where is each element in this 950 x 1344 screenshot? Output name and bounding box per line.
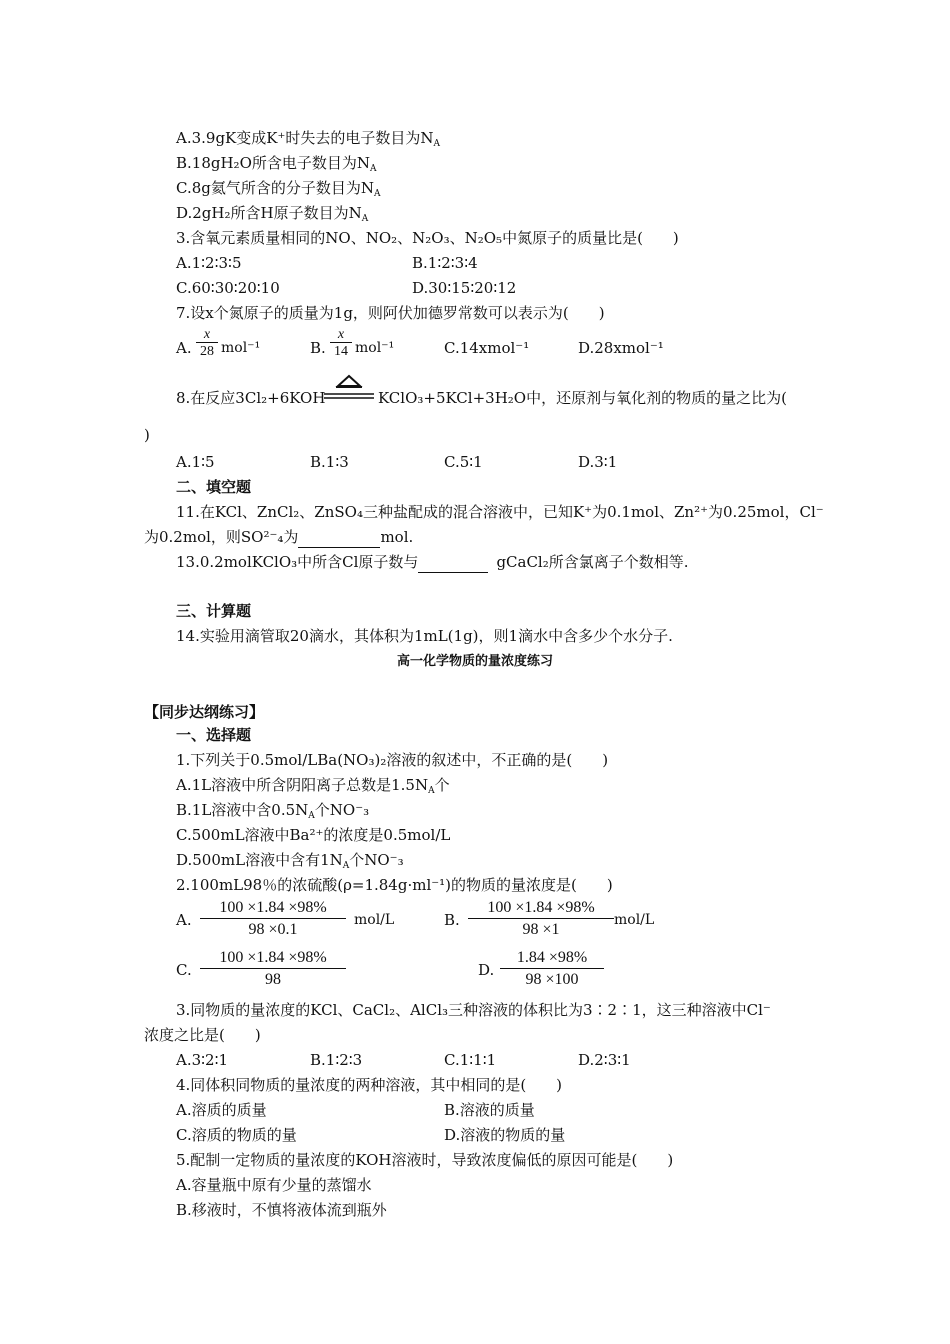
- section-fill-blank-heading: 二、填空题: [176, 478, 252, 496]
- q4-option-c: C.溶质的物质的量: [176, 1126, 297, 1144]
- question-11-line1: 11.在KCl、ZnCl₂、ZnSO₄三种盐配成的混合溶液中，已知K⁺为0.1mol、Zn²⁺为0.25mol，Cl⁻: [176, 503, 824, 521]
- q5-option-a: A.容量瓶中原有少量的蒸馏水: [176, 1176, 372, 1194]
- section-choice-heading: 一、选择题: [176, 726, 252, 744]
- answer-blank: [418, 552, 488, 573]
- option-b: B.18gH₂O所含电子数目为$N_A$: [176, 154, 377, 174]
- question-13: 13.0.2molKClO₃中所含Cl原子数与 gCaCl₂所含氯离子个数相等.: [176, 553, 689, 571]
- q2-option-d-fraction: 1.84 ×98% 98 ×100: [500, 948, 604, 991]
- q2-option-a-label: A.: [176, 911, 192, 929]
- answer-blank: [298, 527, 380, 548]
- question-7: 7.设x个氮原子的质量为1g，则阿伏加德罗常数可以表示为( ): [176, 304, 605, 322]
- question-3-line1: 3.同物质的量浓度的KCl、CaCl₂、AlCl₃三种溶液的体积比为3∶2∶1，这三种溶液中Cl⁻: [176, 1001, 771, 1019]
- q3b-option-b: B.1∶2∶3: [310, 1051, 363, 1069]
- q2-option-a-fraction: 100 ×1.84 ×98% 98 ×0.1: [200, 898, 346, 941]
- q8-option-d: D.3∶1: [578, 453, 618, 471]
- heating-arrow-icon: [322, 373, 376, 403]
- question-5: 5.配制一定物质的量浓度的KOH溶液时，导致浓度偏低的原因可能是( ): [176, 1151, 674, 1169]
- question-14: 14.实验用滴管取20滴水，其体积为1mL(1g)，则1滴水中含多少个水分子.: [176, 627, 673, 645]
- q4-option-b: B.溶液的质量: [444, 1101, 535, 1119]
- q4-option-d: D.溶液的物质的量: [444, 1126, 566, 1144]
- q7-option-c: C.14xmol⁻¹: [444, 339, 530, 357]
- option-d: D.2gH₂所含H原子数目为$N_A$: [176, 204, 369, 224]
- q3b-option-a: A.3∶2∶1: [176, 1051, 229, 1069]
- q7-option-a-fraction: x 28: [196, 328, 218, 361]
- q2-option-b-label: B.: [444, 911, 460, 929]
- q3b-option-d: D.2∶3∶1: [578, 1051, 631, 1069]
- question-11-line2: 为0.2mol，则SO²⁻₄为 mol.: [144, 528, 414, 546]
- q3b-option-c: C.1∶1∶1: [444, 1051, 497, 1069]
- q2-option-c-label: C.: [176, 961, 192, 979]
- q2-option-b-unit: mol/L: [614, 912, 655, 928]
- question-8-left: 8.在反应3Cl₂+6KOH: [176, 389, 326, 407]
- bracket-heading: 【同步达纲练习】: [144, 703, 265, 721]
- q2-option-c-fraction: 100 ×1.84 ×98% 98: [200, 948, 346, 991]
- question-2: 2.100mL98％的浓硫酸(ρ=1.84g·ml⁻¹)的物质的量浓度是( ): [176, 876, 613, 894]
- q3-option-b: B.1∶2∶3∶4: [412, 254, 478, 272]
- q7-option-b-unit: mol⁻¹: [355, 340, 395, 356]
- q7-option-b-label: B.: [310, 339, 326, 357]
- question-3: 3.含氧元素质量相同的NO、NO₂、N₂O₃、N₂O₅中氮原子的质量比是( ): [176, 229, 679, 247]
- q2-option-b-fraction: 100 ×1.84 ×98% 98 ×1: [468, 898, 614, 941]
- question-8-close: ): [144, 426, 150, 444]
- q8-option-b: B.1∶3: [310, 453, 349, 471]
- q5-option-b: B.移液时，不慎将液体流到瓶外: [176, 1201, 387, 1219]
- q2-option-a-unit: mol/L: [354, 912, 395, 928]
- question-1: 1.下列关于0.5mol/LBa(NO₃)₂溶液的叙述中，不正确的是( ): [176, 751, 609, 769]
- q8-option-c: C.5∶1: [444, 453, 483, 471]
- question-3-line2: 浓度之比是( ): [144, 1026, 261, 1044]
- q7-option-a-label: A.: [176, 339, 192, 357]
- q3-option-c: C.60∶30∶20∶10: [176, 279, 280, 297]
- question-4: 4.同体积同物质的量浓度的两种溶液，其中相同的是( ): [176, 1076, 563, 1094]
- q1-option-b: B.1L溶液中含$0.5N_A$个NO⁻₃: [176, 801, 370, 821]
- q7-option-a-unit: mol⁻¹: [221, 340, 261, 356]
- q1-option-d: D.500mL溶液中含有$1N_A$个NO⁻₃: [176, 851, 404, 871]
- q8-option-a: A.1∶5: [176, 453, 215, 471]
- q2-option-d-label: D.: [478, 961, 495, 979]
- section-calculation-heading: 三、计算题: [176, 602, 252, 620]
- q1-option-a: A.1L溶液中所含阴阳离子总数是$1.5N_A$个: [176, 776, 450, 796]
- option-c: C.8g氦气所含的分子数目为$N_A$: [176, 179, 381, 199]
- option-a: A.3.9gK变成K⁺时失去的电子数目为$N_A$: [176, 129, 441, 149]
- q1-option-c: C.500mL溶液中Ba²⁺的浓度是0.5mol/L: [176, 826, 451, 844]
- q4-option-a: A.溶质的质量: [176, 1101, 267, 1119]
- q3-option-d: D.30∶15∶20∶12: [412, 279, 517, 297]
- page-title: 高一化学物质的量浓度练习: [396, 654, 553, 669]
- q7-option-d: D.28xmol⁻¹: [578, 339, 664, 357]
- q3-option-a: A.1∶2∶3∶5: [176, 254, 242, 272]
- question-8-right: KClO₃+5KCl+3H₂O中，还原剂与氧化剂的物质的量之比为(: [378, 389, 787, 407]
- q7-option-b-fraction: x 14: [330, 328, 352, 361]
